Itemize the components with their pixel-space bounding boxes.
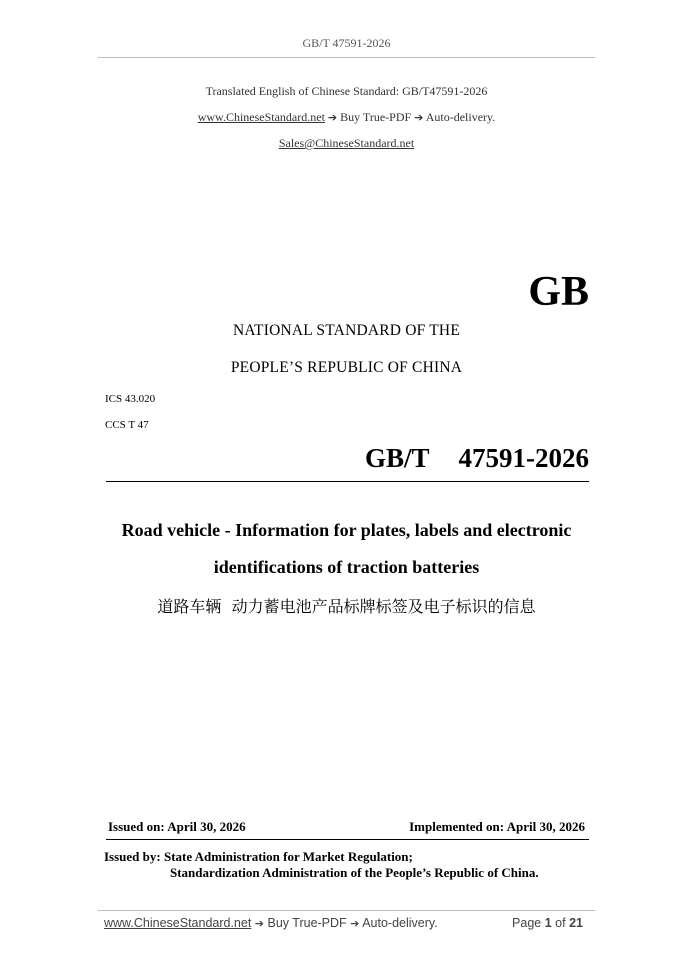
footer-site-link[interactable]: www.ChineseStandard.net xyxy=(104,916,252,930)
page-indicator xyxy=(512,916,583,930)
footer-purchase-line xyxy=(104,916,438,930)
standard-number: GB/T 47591-2026 xyxy=(364,443,589,473)
dates-divider xyxy=(106,839,589,840)
implemented-date: Implemented on: April 30, 2026 xyxy=(409,819,585,834)
national-standard-line2: PEOPLE’S REPUBLIC OF CHINA xyxy=(230,359,463,376)
of-word: of xyxy=(555,916,566,930)
delivery-text: Auto-delivery. xyxy=(425,110,496,124)
page-total: 21 xyxy=(569,916,583,930)
header-divider xyxy=(98,57,595,58)
national-standard-line1: NATIONAL STANDARD OF THE xyxy=(232,322,460,339)
page-number: 1 xyxy=(544,916,552,930)
purchase-line xyxy=(0,110,693,125)
arrow-right-icon: ➔ xyxy=(327,111,338,124)
page-word: Page xyxy=(512,916,542,930)
arrow-right-icon: ➔ xyxy=(414,111,424,124)
site-link[interactable]: www.ChineseStandard.net xyxy=(197,110,325,124)
translation-note: Translated English of Chinese Standard: GB/T47591-2026 xyxy=(205,84,488,98)
ics-code: ICS 43.020 xyxy=(105,393,156,405)
title-line1: Road vehicle - Information for plates, labels and electronic xyxy=(121,520,572,540)
ccs-code: CCS T 47 xyxy=(105,419,149,431)
issued-by-line1: Issued by: State Administration for Market Regulation; xyxy=(104,849,413,864)
title-line2: identifications of traction batteries xyxy=(213,557,480,577)
footer-buy-text: Buy True-PDF xyxy=(267,916,347,930)
email-link[interactable]: Sales@ChineseStandard.net xyxy=(278,136,415,150)
email-line xyxy=(0,136,693,151)
arrow-right-icon: ➔ xyxy=(350,917,360,930)
title-chinese: 道路车辆 动力蓄电池产品标牌标签及电子标识的信息 xyxy=(157,597,536,616)
footer-divider xyxy=(98,910,595,911)
issued-date: Issued on: April 30, 2026 xyxy=(108,819,246,834)
running-header: GB/T 47591-2026 xyxy=(302,36,391,50)
title-divider xyxy=(106,481,589,482)
gb-logo: GB xyxy=(528,269,589,315)
arrow-right-icon: ➔ xyxy=(254,917,265,930)
issued-by-line2: Standardization Administration of the People’s Republic of China. xyxy=(170,865,539,880)
footer-delivery-text: Auto-delivery. xyxy=(362,916,438,930)
buy-text: Buy True-PDF xyxy=(340,110,412,124)
